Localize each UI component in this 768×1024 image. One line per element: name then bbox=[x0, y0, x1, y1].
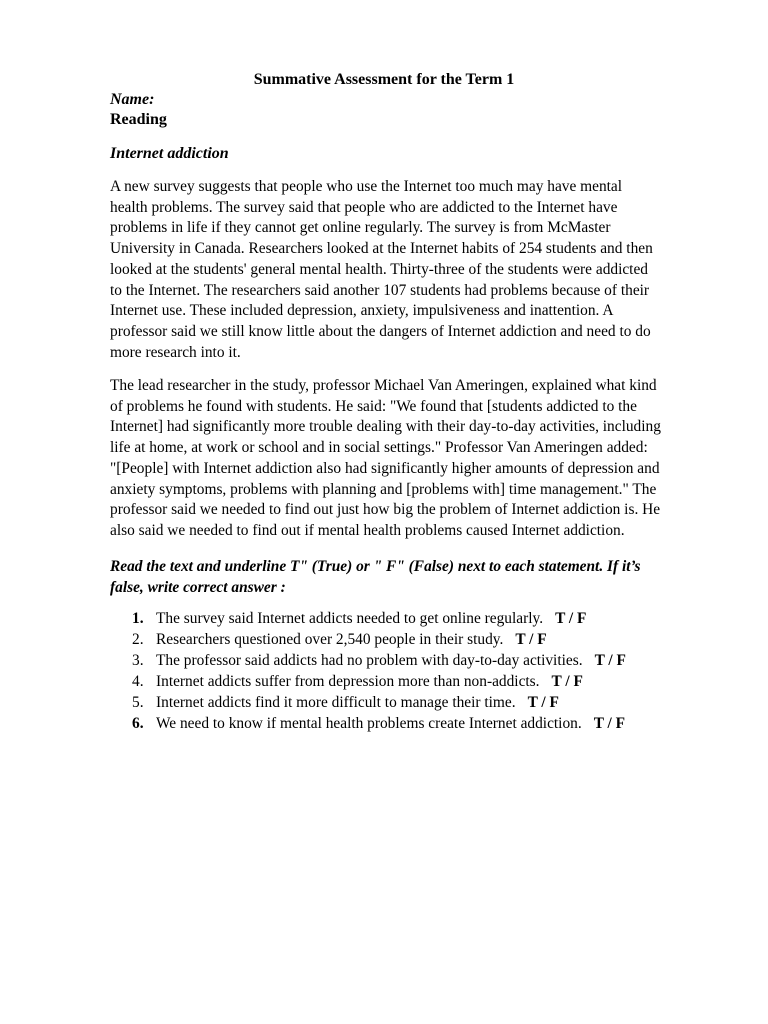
true-false-choice[interactable]: T / F bbox=[594, 652, 626, 669]
question-number: 5. bbox=[132, 694, 144, 711]
paragraph-line: A new survey suggests that people who use the Internet too much may have mental bbox=[110, 178, 623, 195]
paragraph-1 bbox=[110, 177, 720, 363]
article-title: Internet addiction bbox=[110, 145, 229, 162]
question-text: The survey said Internet addicts needed to get online regularly. bbox=[156, 610, 544, 627]
question-item bbox=[0, 650, 768, 671]
question-text: Researchers questioned over 2,540 people in their study. bbox=[156, 631, 504, 648]
instructions bbox=[110, 556, 730, 598]
question-text: The professor said addicts had no problem with day-to-day activities. bbox=[156, 652, 583, 669]
paragraph-line: life at home, at work or school and in social settings." Professor Van Ameringen added: bbox=[110, 439, 648, 457]
paragraph-line: of problems he found with students. He said: "We found that [students addicted to the bbox=[110, 397, 637, 415]
paragraph-line: Internet] had significantly more trouble dealing with their day-to-day activities, including bbox=[110, 418, 661, 436]
paragraph-2 bbox=[110, 376, 720, 542]
paragraph-line: "[People] with Internet addiction also had significantly higher amounts of depression and bbox=[110, 459, 660, 477]
paragraph-line: to the Internet. The researchers said another 107 students had problems because of their bbox=[110, 281, 650, 299]
paragraph-line: The lead researcher in the study, professor Michael Van Ameringen, explained what kind bbox=[110, 377, 657, 394]
question-number: 6. bbox=[132, 715, 144, 732]
true-false-choice[interactable]: T / F bbox=[515, 631, 547, 648]
question-item bbox=[0, 713, 768, 734]
question-item bbox=[0, 608, 768, 629]
paragraph-line: health problems. The survey said that people who are addicted to the Internet have bbox=[110, 198, 618, 216]
paragraph-line: University in Canada. Researchers looked at the Internet habits of 254 students and then bbox=[110, 240, 653, 258]
question-number: 1. bbox=[132, 610, 144, 627]
instruction-line: Read the text and underline T" (True) or " F" (False) next to each statement. If it’s bbox=[110, 558, 641, 575]
question-item bbox=[0, 629, 768, 650]
paragraph-line: anxiety symptoms, problems with planning and [problems with] time management." The bbox=[110, 480, 657, 498]
paragraph-line: also said we needed to find out if mental health problems caused Internet addiction. bbox=[110, 521, 625, 539]
question-item bbox=[0, 671, 768, 692]
question-number: 4. bbox=[132, 673, 144, 690]
true-false-choice[interactable]: T / F bbox=[551, 673, 583, 690]
question-text: Internet addicts find it more difficult to manage their time. bbox=[156, 694, 516, 711]
question-number: 2. bbox=[132, 631, 144, 648]
true-false-choice[interactable]: T / F bbox=[593, 715, 626, 732]
paragraph-line: more research into it. bbox=[110, 343, 241, 361]
question-text: We need to know if mental health problems create Internet addiction. bbox=[156, 715, 582, 732]
paragraph-line: professor said we needed to find out just how big the problem of Internet addiction is. He bbox=[110, 501, 661, 519]
true-false-choice[interactable]: T / F bbox=[555, 610, 587, 627]
paragraph-line: Internet use. These included depression, anxiety, impulsiveness and inattention. A bbox=[110, 302, 614, 320]
paragraph-line: professor said we still know little about the dangers of Internet addiction and need to do bbox=[110, 322, 651, 340]
paragraph-line: looked at the students' general mental health. Thirty-three of the students were addicted bbox=[110, 260, 648, 278]
question-number: 3. bbox=[132, 652, 144, 669]
question-item bbox=[0, 692, 768, 713]
paragraph-line: problems in life if they cannot get online regularly. The survey is from McMaster bbox=[110, 219, 611, 237]
question-text: Internet addicts suffer from depression more than non-addicts. bbox=[156, 673, 540, 690]
page-title: Summative Assessment for the Term 1 bbox=[253, 71, 515, 88]
name-label: Name: bbox=[110, 91, 155, 108]
section-label: Reading bbox=[110, 111, 167, 128]
instruction-line: false, write correct answer : bbox=[110, 579, 286, 596]
true-false-choice[interactable]: T / F bbox=[527, 694, 559, 711]
